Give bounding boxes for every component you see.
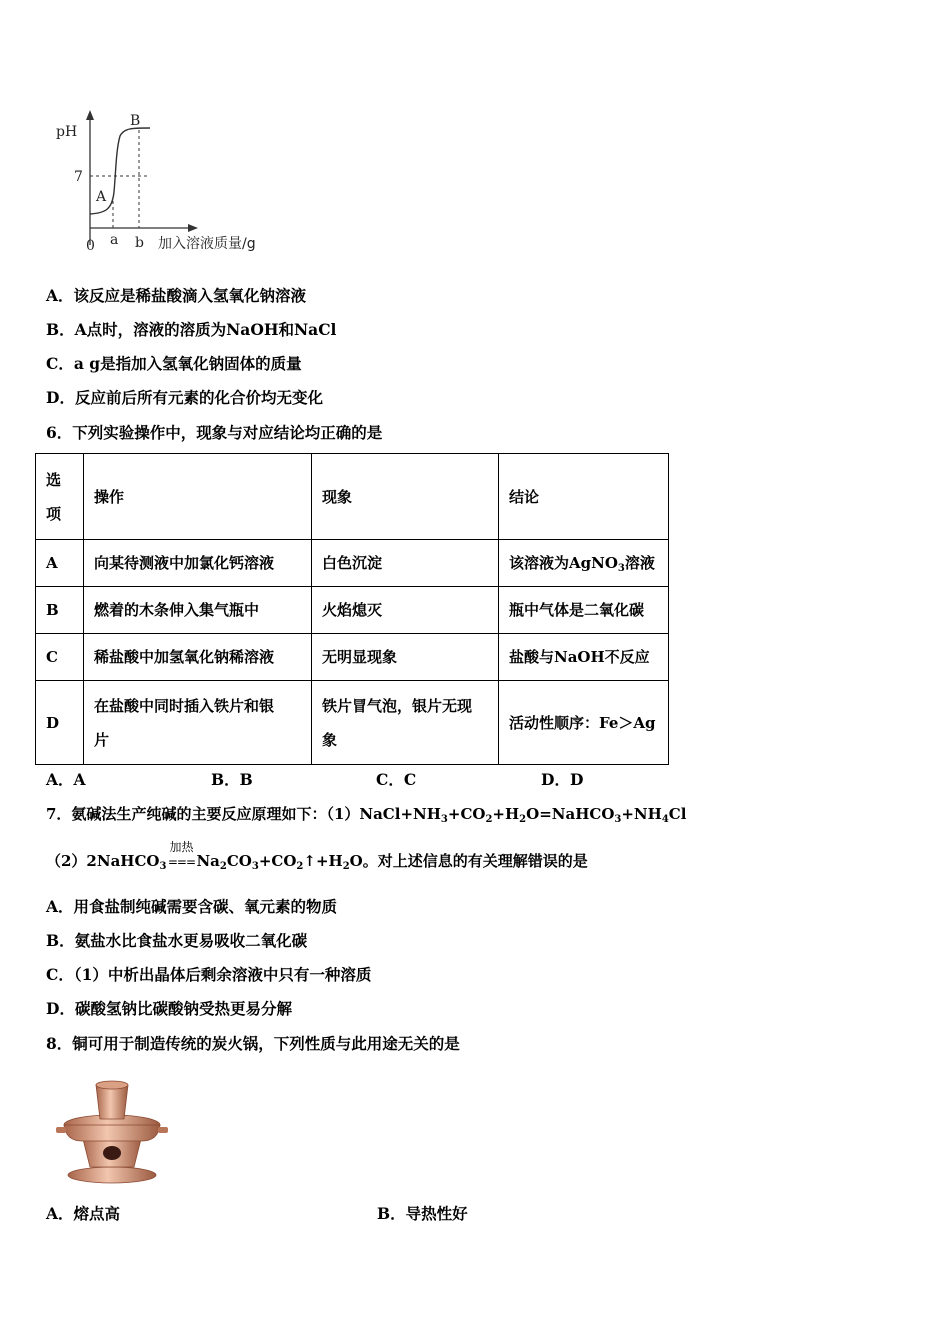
q8-stem: 8．铜可用于制造传统的炭火锅，下列性质与此用途无关的是 (46, 1034, 460, 1053)
q7-option-a[interactable]: A．用食盐制纯碱需要含碳、氧元素的物质 (46, 897, 338, 916)
conclusion-post: 溶液 (624, 554, 655, 572)
eq2-part: CO (226, 852, 252, 870)
q6-experiment-table (35, 453, 669, 765)
row-operation: 向某待测液中加氯化钙溶液 (84, 540, 312, 587)
header-option (36, 454, 84, 540)
x-tick-a: a (110, 232, 119, 248)
copper-hotpot-image (52, 1075, 172, 1185)
row-conclusion: 瓶中气体是二氧化碳 (499, 587, 669, 634)
q7-option-d[interactable]: D．碳酸氢钠比碳酸钠受热更易分解 (46, 999, 292, 1018)
q7-part: +H (492, 805, 520, 823)
heat-arrow: === (167, 855, 196, 869)
sub: 2 (296, 861, 304, 872)
conclusion-sub: 3 (617, 563, 625, 574)
row-option: B (36, 587, 84, 634)
row-phenomenon: 火焰熄灭 (312, 587, 499, 634)
heat-label: 加热 (169, 840, 194, 854)
row-conclusion: 活动性顺序：Fe＞Ag (499, 681, 669, 765)
q8-option-b[interactable]: B．导热性好 (377, 1204, 468, 1223)
table-row (36, 634, 669, 681)
heating-condition (166, 840, 196, 872)
phenomenon-line2: 象 (322, 730, 338, 749)
q7-stem-prefix: 7．氨碱法生产纯碱的主要反应原理如下：（1）NaCl+NH (46, 805, 441, 823)
ph-curve-chart (50, 110, 290, 260)
q5-option-c[interactable]: C．a g是指加入氢氧化钠固体的质量 (46, 354, 302, 373)
sub: 4 (661, 814, 669, 825)
q7-option-c[interactable]: C．（1）中析出晶体后剩余溶液中只有一种溶质 (46, 965, 372, 984)
q6-choice-c[interactable]: C．C (376, 770, 417, 789)
x-axis-label: 加入溶液质量/g (158, 236, 256, 252)
table-header-row (36, 454, 669, 540)
q7-option-b[interactable]: B．氨盐水比食盐水更易吸收二氧化碳 (46, 931, 308, 950)
header-phenomenon: 现象 (312, 454, 499, 540)
point-a-label: A (96, 189, 107, 205)
row-operation: 燃着的木条伸入集气瓶中 (84, 587, 312, 634)
q6-stem: 6．下列实验操作中，现象与对应结论均正确的是 (46, 423, 383, 442)
q7-stem (46, 804, 686, 824)
row-operation (84, 681, 312, 765)
sub: 2 (219, 861, 227, 872)
sub: 2 (519, 814, 527, 825)
table-row (36, 587, 669, 634)
q5-option-a[interactable]: A．该反应是稀盐酸滴入氢氧化钠溶液 (46, 286, 307, 305)
q6-choice-b[interactable]: B．B (211, 770, 253, 789)
row-operation: 稀盐酸中加氢氧化钠稀溶液 (84, 634, 312, 681)
q7-part: O=NaHCO (526, 805, 615, 823)
row-conclusion (499, 540, 669, 587)
row-option: D (36, 681, 84, 765)
sub: 2 (485, 814, 493, 825)
point-b-label: B (130, 113, 141, 129)
eq2-part: O。对上述信息的有关理解错误的是 (349, 852, 588, 870)
sub: 2 (342, 861, 350, 872)
q6-choices (46, 770, 666, 790)
header-option-line2: 项 (46, 504, 62, 523)
header-operation: 操作 (84, 454, 312, 540)
row-option: A (36, 540, 84, 587)
q7-part: +CO (447, 805, 486, 823)
y-axis-arrow (86, 110, 94, 120)
y-tick-7: 7 (74, 169, 83, 185)
sub: 3 (251, 861, 259, 872)
q6-choice-a[interactable]: A．A (46, 770, 86, 789)
row-phenomenon: 无明显现象 (312, 634, 499, 681)
table-row (36, 540, 669, 587)
header-conclusion: 结论 (499, 454, 669, 540)
table-row (36, 681, 669, 765)
phenomenon-line1: 铁片冒气泡，银片无现 (322, 696, 473, 715)
q5-option-b[interactable]: B．A点时，溶液的溶质为NaOH和NaCl (46, 320, 337, 339)
sub: 3 (440, 814, 448, 825)
x-tick-b: b (135, 235, 144, 251)
origin-label: 0 (86, 238, 95, 254)
sub: 3 (614, 814, 622, 825)
y-axis-label: pH (56, 124, 78, 140)
row-conclusion: 盐酸与NaOH不反应 (499, 634, 669, 681)
conclusion-pre: 该溶液为AgNO (509, 554, 618, 572)
row-option: C (36, 634, 84, 681)
q7-equation-2 (46, 840, 588, 872)
q6-choice-d[interactable]: D．D (541, 770, 584, 789)
q5-option-d[interactable]: D．反应前后所有元素的化合价均无变化 (46, 388, 323, 407)
eq2-prefix: （2）2NaHCO (46, 852, 160, 870)
eq2-part: +CO (258, 852, 297, 870)
q8-option-a[interactable]: A．熔点高 (46, 1204, 121, 1223)
operation-line2: 片 (94, 730, 110, 749)
row-phenomenon: 白色沉淀 (312, 540, 499, 587)
header-option-line1: 选 (46, 470, 62, 489)
q7-part: Cl (668, 805, 687, 823)
x-axis-arrow (188, 224, 198, 232)
sub: 3 (159, 861, 167, 872)
row-phenomenon (312, 681, 499, 765)
operation-line1: 在盐酸中同时插入铁片和银 (94, 696, 275, 715)
eq2-part: ↑+H (303, 852, 343, 870)
q7-part: +NH (621, 805, 662, 823)
eq2-part: Na (196, 852, 220, 870)
